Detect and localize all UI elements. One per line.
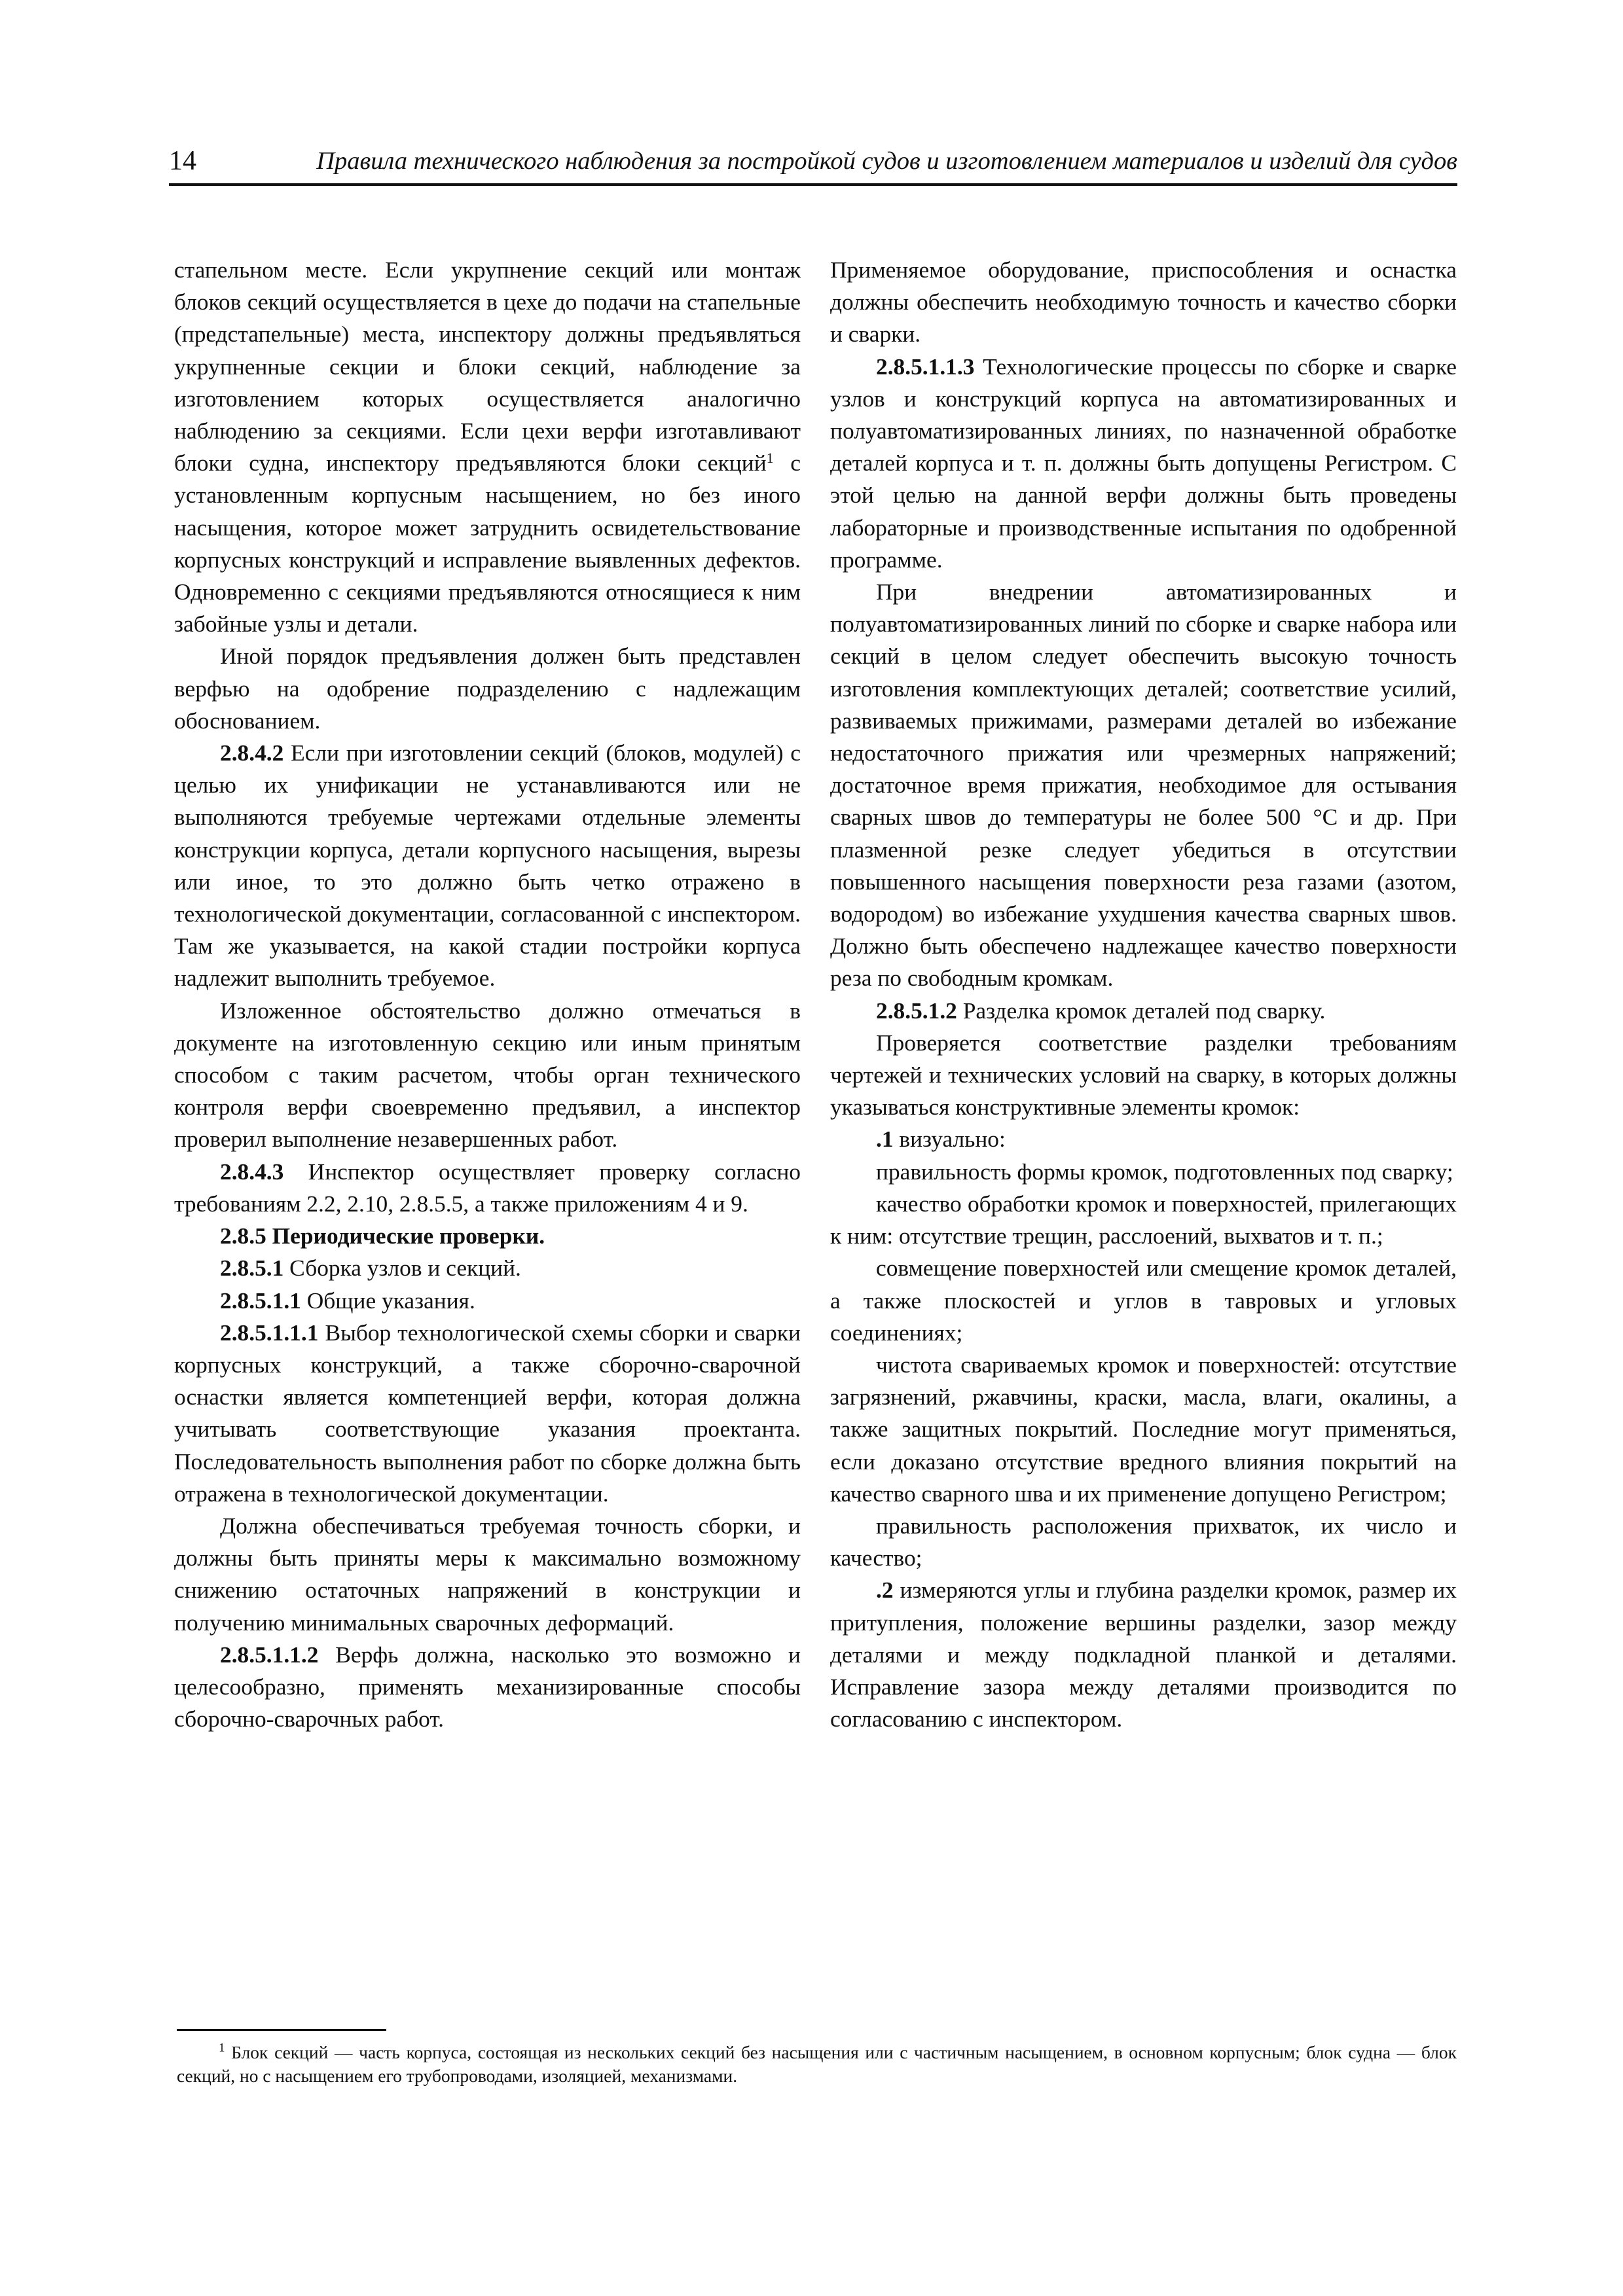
section-2-8-5-1-2: 2.8.5.1.2 Разделка кромок деталей под сварку. [876,997,1326,1024]
section-number: 2.8.5.1.2 [876,997,957,1024]
sub-item: чистота свариваемых кромок и поверхностей: отсутствие загрязнений, ржавчины, краски, масла, влаги, окалины, а также защитных покрытий. Последние могут применяться, если доказано отсутствие вредного влияния покрытий на качество сварного шва и их применение допущено Регистром; [830,1351,1457,1507]
section-number: 2.8.5.1.1.1 [220,1319,319,1346]
paragraph: При внедрении автоматизированных и полуавтоматизированных линий по сборке и сварке набора или секций в целом следует обеспечить высокую точность изготовления комплектующих деталей; соответствие усилий, развиваемых прижимами, размерами деталей во избежание недостаточного прижатия или чрезмерных напряжений; достаточное время прижатия, необходимое для остывания сварных швов до температуры не более 500 °С и др. При плазменной резке следует убедиться в отсутствии повышенного насыщения поверхности реза газами (азотом, водородом) во избежание ухудшения качества сварных швов. Должно быть обеспечено надлежащее качество поверхности реза по свободным кромкам. [830,579,1457,992]
left-column [174,254,801,1735]
section-2-8-5-1-1-1: 2.8.5.1.1.1 Выбор технологической схемы сборки и сварки корпусных конструкций, а также сборочно-сварочной оснастки является компетенцией верфи, которая должна учитывать соответствующие указания проектанта. Последовательность выполнения работ по сборке должна быть отражена в технологической документации. [174,1319,801,1507]
sub-item: совмещение поверхностей или смещение кромок деталей, а также плоскостей и углов в тавровых и угловых соединениях; [830,1255,1457,1346]
paragraph: Изложенное обстоятельство должно отмечаться в документе на изготовленную секцию или иным принятым способом с таким расчетом, чтобы орган технического контроля верфи своевременно предъявил, а инспектор проверил выполнение незавершенных работ. [174,997,801,1153]
paragraph: Проверяется соответствие разделки требованиям чертежей и технических условий на сварку, в которых должны указываться конструктивные элементы кромок: [830,1029,1457,1121]
paragraph: Должна обеспечиваться требуемая точность сборки, и должны быть приняты меры к максимально возможному снижению остаточных напряжений в конструкции и получению минимальных сварочных деформаций. [174,1512,801,1636]
section-2-8-5-1-1-3: 2.8.5.1.1.3 Технологические процессы по сборке и сварке узлов и конструкций корпуса на автоматизированных и полуавтоматизированных линиях, по назначенной обработке деталей корпуса и т. п. должны быть допущены Регистром. С этой целью на данной верфи должны быть проведены лабораторные и производственные испытания по одобренной программе. [830,353,1457,573]
page-header [169,145,1457,186]
list-number: .2 [876,1577,894,1604]
list-item-1: .1 визуально: [876,1126,1006,1153]
section-number: 2.8.5.1 [220,1255,284,1282]
footnote-divider [177,2029,386,2031]
paragraph: Применяемое оборудование, приспособления и оснастка должны обеспечить необходимую точность и качество сборки и сварки. [830,257,1457,348]
page-number: 14 [169,146,196,176]
section-2-8-5-1: 2.8.5.1 Сборка узлов и секций. [220,1255,521,1282]
sub-item: правильность расположения прихваток, их число и качество; [830,1512,1457,1571]
footnote: $^1$ Блок секций — часть корпуса, состоящая из нескольких секций без насыщения или с частичным насыщением, в основном корпусным; блок судна — блок секций, но с насыщением его трубопроводами, изоляцией, механизмами. [177,2041,1457,2086]
section-2-8-5-1-1: 2.8.5.1.1 Общие указания. [220,1287,475,1314]
section-number: 2.8.5.1.1.3 [876,353,975,380]
list-item-2: .2 измеряются углы и глубина разделки кромок, размер их притупления, положение вершины разделки, зазор между деталями и между подкладной планкой и деталями. Исправление зазора между деталями производится по согласованию с инспектором. [830,1577,1457,1732]
section-heading-2-8-5: 2.8.5 Периодические проверки. [220,1223,545,1249]
section-2-8-4-2: 2.8.4.2 Если при изготовлении секций (блоков, модулей) с целью их унификации не устанавливаются или не выполняются требуемые чертежами отдельные элементы конструкции корпуса, детали корпусного насыщения, вырезы или иное, то это должно быть четко отражено в технологической документации, согласованной с инспектором. Там же указывается, на какой стадии постройки корпуса надлежит выполнить требуемое. [174,740,801,992]
running-title: Правила технического наблюдения за постройкой судов и изготовлением материалов и изделий для судов [316,147,1457,175]
section-number: 2.8.4.3 [220,1158,284,1185]
sub-item: качество обработки кромок и поверхностей, прилегающих к ним: отсутствие трещин, расслоений, выхватов и т. п.; [830,1190,1457,1249]
footnote-reference[interactable]: 1 [766,450,774,467]
section-number: 2.8.4.2 [220,740,284,766]
paragraph: Иной порядок предъявления должен быть представлен верфью на одобрение подразделению с надлежащим обоснованием. [174,643,801,734]
section-2-8-4-3: 2.8.4.3 Инспектор осуществляет проверку согласно требованиям 2.2, 2.10, 2.8.5.5, а также приложениям 4 и 9. [174,1158,801,1217]
list-number: .1 [876,1126,894,1153]
right-column [830,254,1457,1735]
section-number: 2.8.5.1.1.2 [220,1641,319,1668]
section-2-8-5-1-1-2: 2.8.5.1.1.2 Верфь должна, насколько это возможно и целесообразно, применять механизированные способы сборочно-сварочных работ. [174,1641,801,1732]
footnote-mark: 1 [219,2041,225,2055]
section-number: 2.8.5.1.1 [220,1287,301,1314]
paragraph: стапельном месте. Если укрупнение секций или монтаж блоков секций осуществляется в цехе до подачи на стапельные (предстапельные) места, инспектору должны предъявляться укрупненные секции и блоки секций, наблюдение за изготовлением которых осуществляется аналогично наблюдению за секциями. Если цехи верфи изготавливают блоки судна, инспектору предъявляются блоки секций$^1$ с установленным корпусным насыщением, но без иного насыщения, которое может затруднить освидетельствование корпусных конструкций и исправление выявленных дефектов. Одновременно с секциями предъявляются относящиеся к ним забойные узлы и детали. [174,257,801,637]
sub-item: правильность формы кромок, подготовленных под сварку; [876,1158,1453,1185]
